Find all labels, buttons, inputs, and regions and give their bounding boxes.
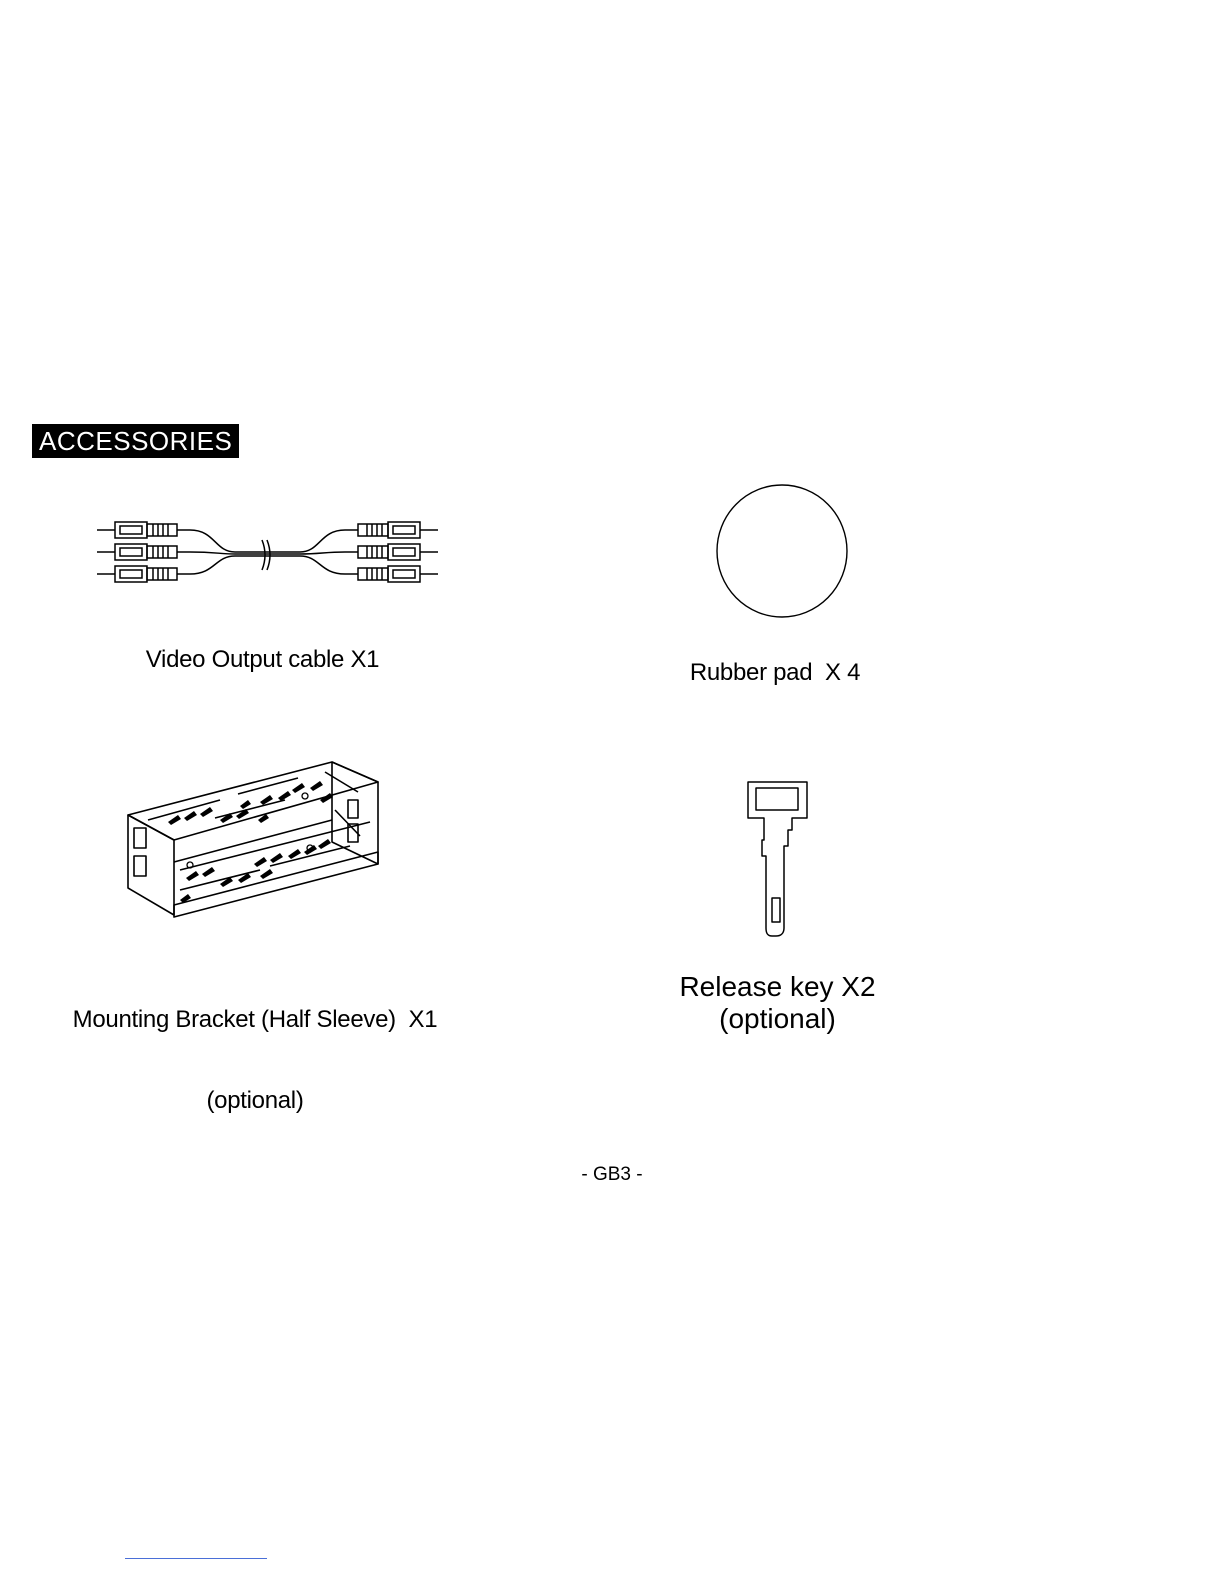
release-key-icon bbox=[742, 778, 812, 938]
caption-mounting-bracket-title: Mounting Bracket (Half Sleeve) X1 bbox=[72, 1006, 438, 1033]
caption-release-key bbox=[620, 971, 935, 1035]
rubber-pad-icon bbox=[715, 483, 849, 619]
caption-release-key-title: Release key X2 bbox=[679, 971, 876, 1002]
mounting-bracket-icon bbox=[120, 760, 390, 920]
caption-mounting-bracket bbox=[40, 952, 470, 1141]
rca-cable-icon bbox=[95, 518, 440, 588]
caption-release-key-note: (optional) bbox=[719, 1003, 836, 1034]
caption-rubber-pad: Rubber pad X 4 bbox=[689, 659, 861, 686]
scan-line bbox=[125, 1558, 267, 1559]
caption-mounting-bracket-note: (optional) bbox=[206, 1087, 304, 1114]
page-number: - GB3 - bbox=[581, 1164, 643, 1185]
caption-video-output-cable: Video Output cable X1 bbox=[145, 646, 380, 673]
section-title: ACCESSORIES bbox=[32, 424, 239, 458]
